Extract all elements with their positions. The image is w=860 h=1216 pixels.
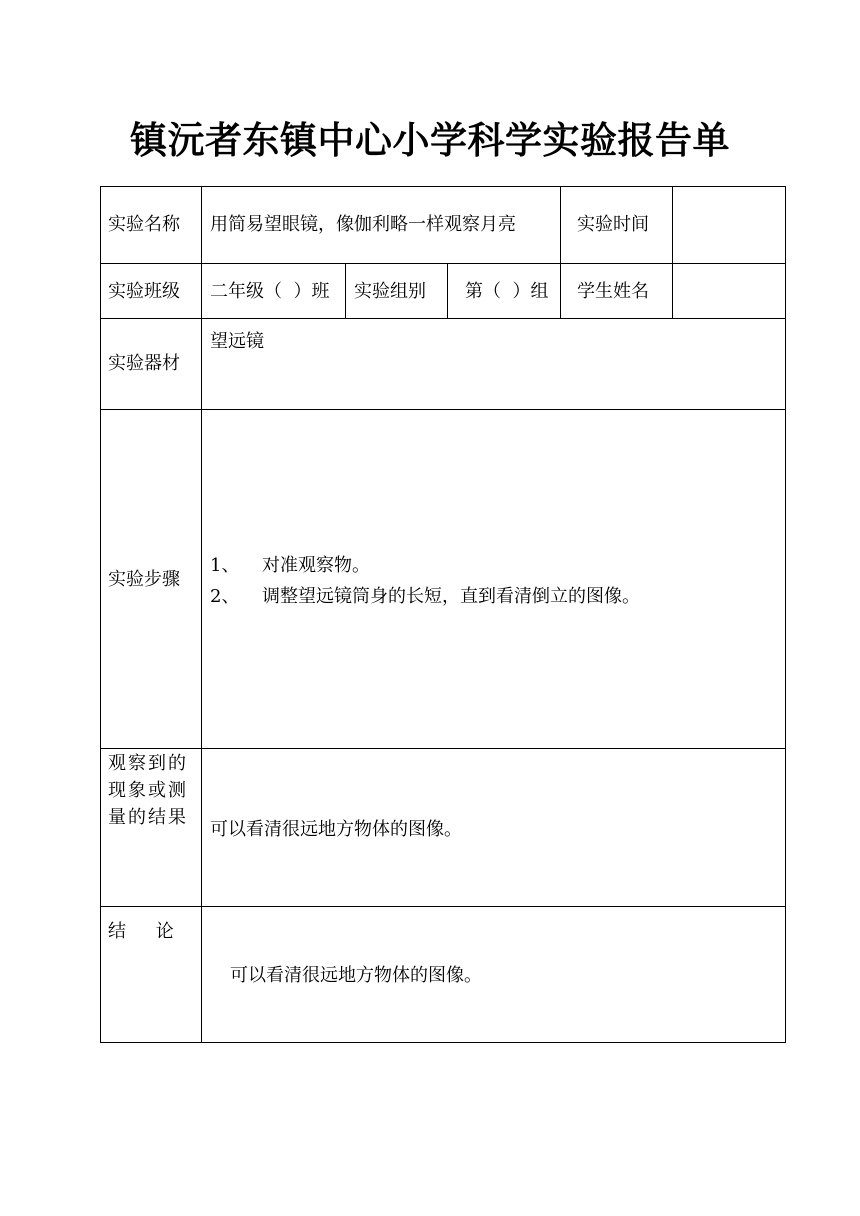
equipment-label: 实验器材: [108, 353, 180, 374]
step-number: 2、: [210, 586, 240, 607]
observation-label: 观察到的现象或测量的结果: [108, 753, 188, 828]
label-column-divider: [201, 186, 202, 1043]
observation-value: 可以看清很远地方物体的图像。: [210, 819, 462, 840]
report-title: 镇沅者东镇中心小学科学实验报告单: [130, 119, 730, 162]
experiment-group-value: 第（ ）组: [465, 281, 549, 302]
conclusion-label: 结 论: [108, 921, 174, 942]
row-divider: [100, 748, 786, 749]
experiment-group-label: 实验组别: [354, 281, 426, 302]
step-text: 调整望远镜筒身的长短，直到看清倒立的图像。: [262, 586, 640, 607]
column-divider: [560, 186, 561, 319]
column-divider: [672, 186, 673, 319]
table-border-left: [100, 186, 101, 1043]
column-divider: [345, 263, 346, 319]
equipment-value: 望远镜: [210, 331, 264, 352]
row-divider: [100, 409, 786, 410]
row-divider: [100, 906, 786, 907]
student-name-label: 学生姓名: [577, 281, 649, 302]
steps-label: 实验步骤: [108, 569, 180, 590]
row-divider: [100, 318, 786, 319]
experiment-class-value: 二年级（ ）班: [210, 281, 330, 302]
row-divider: [100, 263, 786, 264]
conclusion-value: 可以看清很远地方物体的图像。: [230, 965, 482, 986]
step-number: 1、: [210, 555, 240, 576]
table-border-right: [785, 186, 786, 1043]
experiment-time-label: 实验时间: [577, 214, 649, 235]
experiment-name-label: 实验名称: [108, 214, 180, 235]
step-text: 对准观察物。: [262, 555, 370, 576]
table-border-bottom: [100, 1042, 786, 1043]
experiment-name-value: 用简易望眼镜，像伽利略一样观察月亮: [210, 214, 516, 235]
table-border-top: [100, 186, 786, 187]
column-divider: [447, 263, 448, 319]
experiment-class-label: 实验班级: [108, 281, 180, 302]
